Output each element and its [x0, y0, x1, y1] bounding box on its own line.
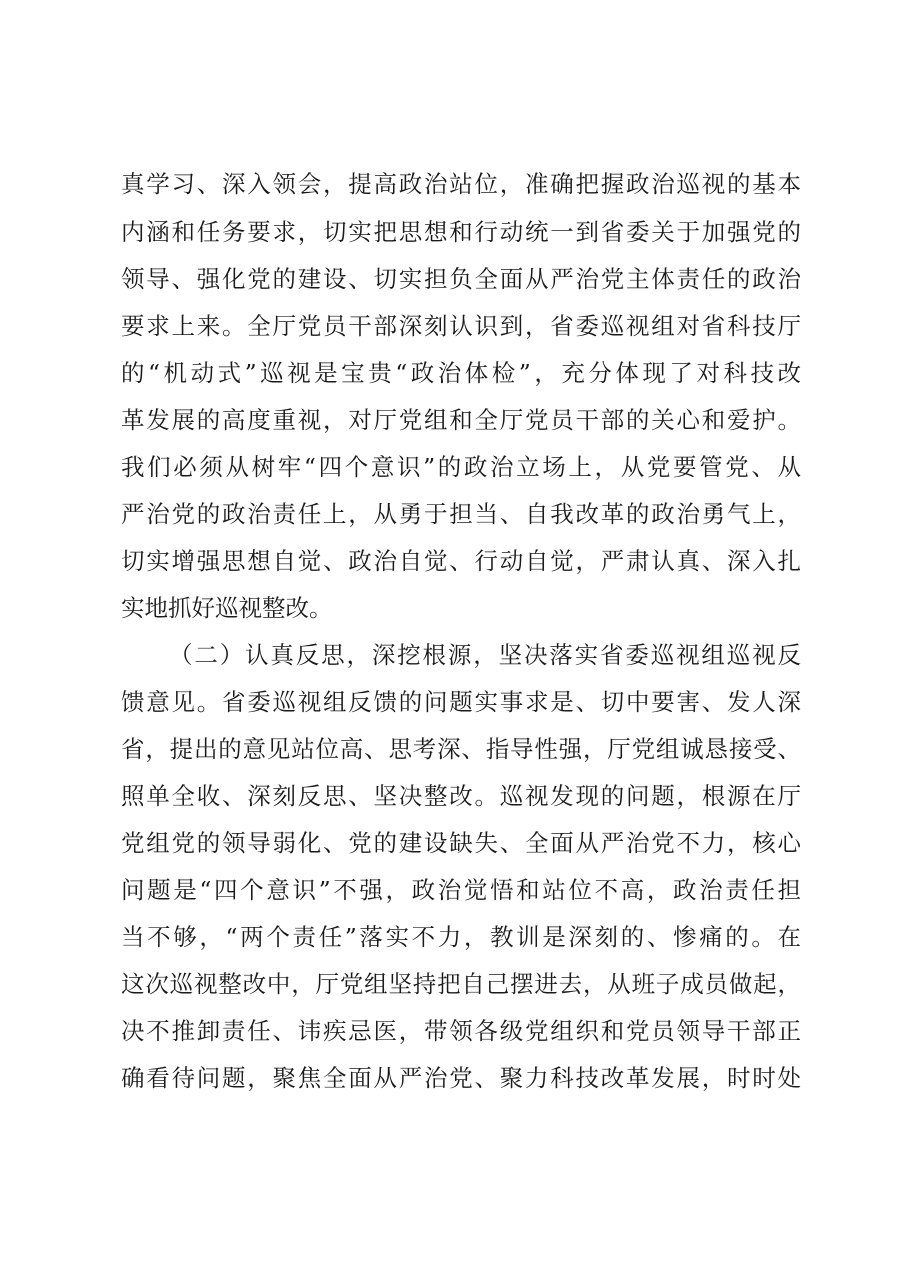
text-line: 我们必须从树牢“四个意识”的政治立场上，从党要管党、从 [121, 453, 801, 481]
text-line: 的“机动式”巡视是宝贵“政治体检”，充分体现了对科技改 [121, 359, 801, 387]
text-line: 这次巡视整改中，厅党组坚持把自己摆进去，从班子成员做起， [121, 970, 801, 998]
text-line: 决不推卸责任、讳疾忌医，带领各级党组织和党员领导干部正 [121, 1017, 801, 1045]
text-line: 内涵和任务要求，切实把思想和行动统一到省委关于加强党的 [121, 218, 801, 246]
text-line: 革发展的高度重视，对厅党组和全厅党员干部的关心和爱护。 [121, 406, 801, 434]
text-line: 实地抓好巡视整改。 [121, 594, 333, 622]
text-line: 要求上来。全厅党员干部深刻认识到，省委巡视组对省科技厅 [121, 312, 801, 340]
text-line: 馈意见。省委巡视组反馈的问题实事求是、切中要害、发人深 [121, 688, 801, 716]
text-line: 领导、强化党的建设、切实担负全面从严治党主体责任的政治 [121, 265, 801, 293]
section-heading-line: （二）认真反思，深挖根源，坚决落实省委巡视组巡视反 [169, 641, 801, 669]
text-line: 照单全收、深刻反思、坚决整改。巡视发现的问题，根源在厅 [121, 782, 801, 810]
text-line: 确看待问题，聚焦全面从严治党、聚力科技改革发展，时时处 [121, 1064, 801, 1092]
text-line: 省，提出的意见站位高、思考深、指导性强，厅党组诚恳接受、 [121, 735, 801, 763]
text-line: 当不够，“两个责任”落实不力，教训是深刻的、惨痛的。在 [121, 923, 801, 951]
text-line: 严治党的政治责任上，从勇于担当、自我改革的政治勇气上， [121, 500, 801, 528]
text-line: 切实增强思想自觉、政治自觉、行动自觉，严肃认真、深入扎 [121, 547, 801, 575]
text-line: 问题是“四个意识”不强，政治觉悟和站位不高，政治责任担 [121, 876, 801, 904]
text-line: 真学习、深入领会，提高政治站位，准确把握政治巡视的基本 [121, 170, 801, 198]
text-line: 党组党的领导弱化、党的建设缺失、全面从严治党不力，核心 [121, 829, 801, 857]
